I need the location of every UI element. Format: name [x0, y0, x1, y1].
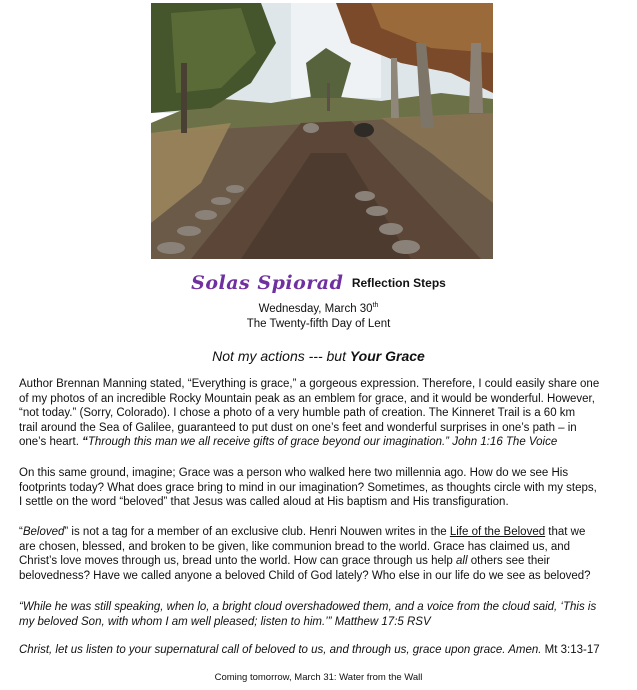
- paragraph-2: [19, 466, 629, 510]
- scripture-line: “While he was still speaking, when lo, a bright cloud overshadowed them, and a voice from the cloud said, ‘This is: [19, 601, 597, 613]
- paragraph-2-line: footprints today? What does grace bring to mind in our imagination? Sometimes, as thoughts circle with my steps,: [19, 481, 597, 494]
- date-line: [0, 302, 637, 315]
- scripture-line: my beloved Son, with whom I am well pleased; listen to him.’” Matthew 17:5 RSV: [19, 615, 431, 628]
- book-title: Life of the Beloved: [449, 526, 546, 538]
- closing-prayer-line: [19, 643, 629, 658]
- paragraph-3-text: ” is not a tag for a member of an exclusive club. Henri Nouwen writes in the: [64, 526, 450, 538]
- subtitle-lead: Not my actions --- but: [212, 348, 350, 364]
- prayer-text: Christ, let us listen to your supernatural call of beloved to us, and through us, grace upon grace. Amen.: [19, 644, 542, 656]
- paragraph-1-line: [19, 435, 629, 450]
- paragraph-1-line: “not today.” (Sorry, Colorado). I chose a photo of a very humble path of creation. The Kinneret Trail is a 60 km: [19, 407, 576, 420]
- paragraph-3-text: others see their: [467, 555, 551, 568]
- paragraph-3-text: Christ’s love moves through us, bread unto the world. How can grace through us help: [19, 555, 457, 568]
- day-of-lent: The Twenty-fifth Day of Lent: [246, 318, 391, 330]
- paragraph-1: [19, 377, 629, 450]
- paragraph-1-line: trail around the Sea of Galilee, guaranteed to put dust on one’s feet and wonderful surprises in one’s path – in: [19, 421, 577, 434]
- paragraph-3-text: that we: [545, 526, 586, 538]
- subtitle: [0, 348, 637, 364]
- paragraph-3-line: are chosen, blessed, and broken to be given, like communion bread to the world. Grace has claimed us, and: [19, 540, 571, 553]
- paragraph-2-line: I settle on the word “beloved” that Jesus was called aloud at His baptism and His transfiguration.: [19, 496, 509, 509]
- prayer-reference: Mt 3:13-17: [541, 644, 600, 656]
- paragraph-3: [19, 525, 629, 583]
- beloved-word: Beloved: [22, 526, 65, 538]
- header-title: [0, 272, 637, 294]
- paragraph-3-text: “: [19, 526, 23, 538]
- paragraph-1-line: Author Brennan Manning stated, “Everything is grace,” a gorgeous expression. Therefore, I could easily share one: [19, 378, 600, 390]
- subtitle-emphasis: Your Grace: [349, 348, 425, 364]
- john-quote: Through this man we all receive gifts of grace beyond our imagination.” John 1:16 The Voice: [87, 436, 558, 449]
- paragraph-2-line: On this same ground, imagine; Grace was a person who walked here two millennia ago. How do we see His: [19, 467, 569, 479]
- paragraph-3-line: belovedness? Have we called anyone a beloved Child of God lately? Who else in our life do we see as beloved?: [19, 569, 591, 582]
- date-ordinal: th: [372, 302, 379, 309]
- paragraph-1-text: one’s heart.: [19, 436, 83, 449]
- trail-photo: [151, 3, 493, 259]
- paragraph-3-line: [19, 554, 629, 569]
- date-text: Wednesday, March 30: [258, 302, 373, 315]
- coming-tomorrow: Coming tomorrow, March 31: Water from the Wall: [214, 672, 423, 683]
- brand-name: Solas Spiorad: [191, 272, 344, 294]
- quote-open: “: [82, 436, 88, 449]
- paragraph-1-line: of my photos of an incredible Rocky Mountain peak as an emblem for grace, and it would be wonderful. However,: [19, 392, 595, 405]
- brand-suffix: Reflection Steps: [351, 276, 446, 290]
- scripture-quote: [19, 600, 629, 629]
- trail-photo-graphic: [151, 3, 493, 259]
- all-word: all: [456, 555, 468, 568]
- closing-prayer: [19, 643, 629, 658]
- paragraph-3-line: [19, 525, 629, 540]
